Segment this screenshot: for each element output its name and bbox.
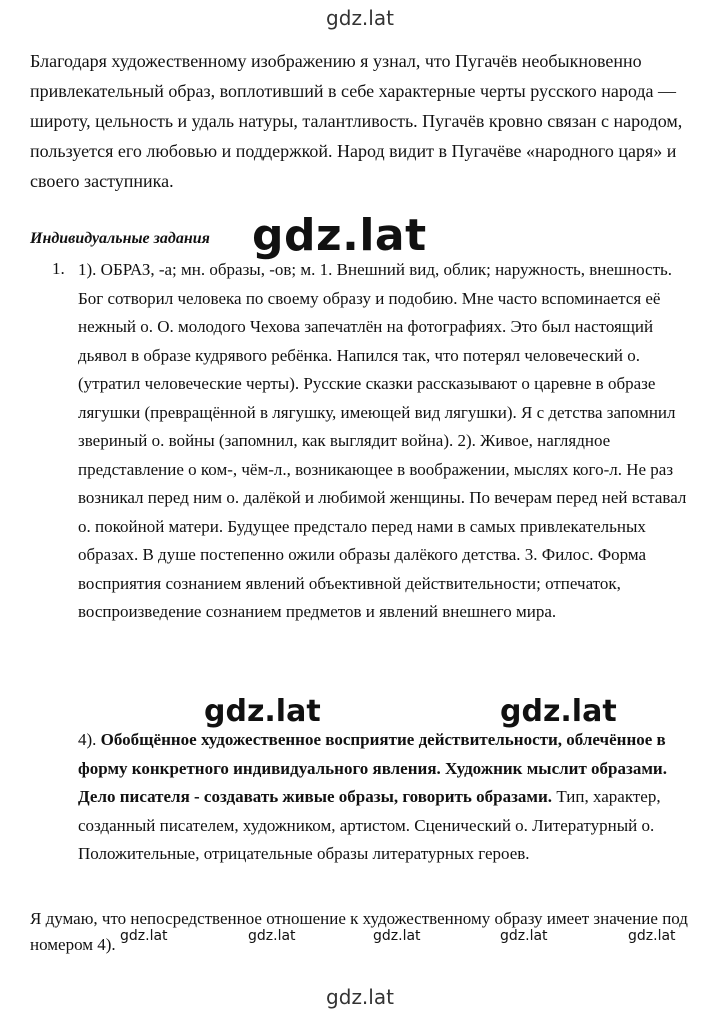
meaning-4-rest: Тип, характер, созданный писателем, художником, артистом. Сценический о. Литературный о. Положительные, отрицательные образы литературных героев. [78, 787, 661, 863]
watermark-small-3: gdz.lat [373, 928, 421, 944]
list-number: 1. [52, 259, 65, 278]
list-item-definition: 1). ОБРАЗ, -а; мн. образы, -ов; м. 1. Внешний вид, облик; наружность, внешность. Бог сотворил человека по своему образу и подобию. Мне часто вспоминается её нежный о. О. молодого Чехова запечатлён на фотографиях. Это был настоящий дьявол в образе кудрявого ребёнка. Напился так, что потерял человеческий о. (утратил человеческие черты). Русские сказки рассказывают о царевне в образе лягушки (превращённой в лягушку, имеющей вид лягушки). Я с детства запомнил звериный о. войны (запомнил, как выглядит война). 2). Живое, наглядное представление о ком-, чём-л., возникающее в воображении, мыслях кого-л. Не раз возникал перед ним о. далёкой и любимой женщины. По вечерам перед ней вставал о. покойной матери. Будущее предстало перед нами в самых привлекательных образах. В душе постепенно ожили образы далёкого детства. 3. Филос. Форма восприятия сознанием явлений объективной действительности; отпечаток, воспроизведение сознанием предметов и явлений внешнего мира. [78, 260, 687, 621]
watermark-mid-right: gdz.lat [500, 694, 617, 729]
watermark-small-5: gdz.lat [628, 928, 676, 944]
watermark-large: gdz.lat [252, 210, 427, 261]
section-heading: Индивидуальные задания [30, 230, 210, 247]
list-item-meaning-4 [78, 726, 693, 869]
watermark-small-2: gdz.lat [248, 928, 296, 944]
watermark-top: gdz.lat [326, 6, 394, 30]
intro-paragraph: Благодаря художественному изображению я узнал, что Пугачёв необыкновенно привлекательный образ, воплотивший в себе характерные черты русского народа — широту, цельность и удаль натуры, талантливость. Пугачёв кровно связан с народом, пользуется его любовью и поддержкой. Народ видит в Пугачёве «народного царя» и своего заступника. [30, 51, 683, 191]
meaning-4-bold: Обобщённое художественное восприятие действительности, облечённое в форму конкретного индивидуального явления. Художник мыслит образами. Дело писателя - создавать живые образы, говорить образами. [78, 730, 667, 806]
watermark-bottom: gdz.lat [326, 985, 394, 1009]
meaning-4-prefix: 4). [78, 730, 101, 749]
conclusion-paragraph: Я думаю, что непосредственное отношение к художественному образу имеет значение под номером 4). [30, 909, 688, 954]
watermark-mid-left: gdz.lat [204, 694, 321, 729]
watermark-small-1: gdz.lat [120, 928, 168, 944]
watermark-small-4: gdz.lat [500, 928, 548, 944]
